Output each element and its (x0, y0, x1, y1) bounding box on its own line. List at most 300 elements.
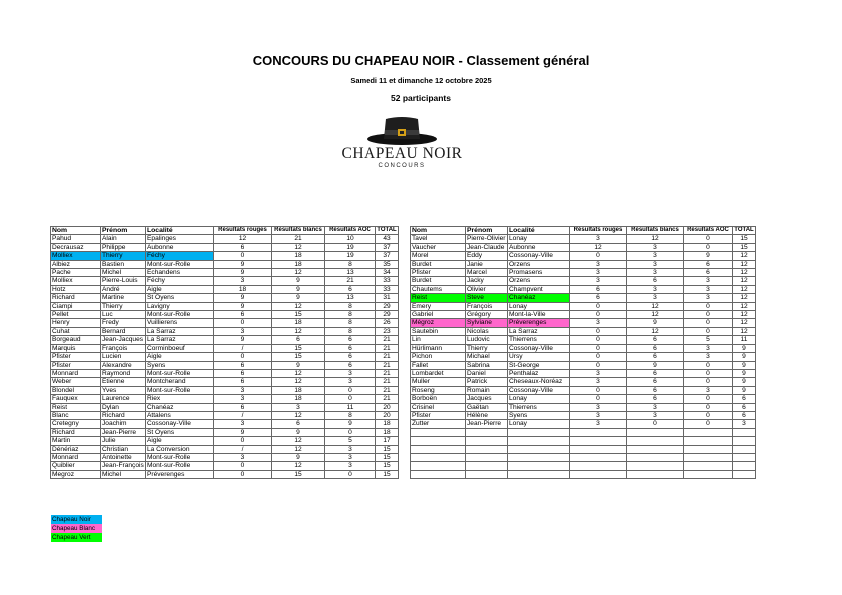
table-row (411, 311, 756, 319)
table-row (51, 277, 399, 285)
cell-aoc: 0 (684, 311, 733, 319)
col-rouges: Résultats rouges (214, 227, 272, 235)
cell-total: 12 (733, 260, 756, 268)
cell-aoc: 6 (325, 353, 376, 361)
table-row (411, 302, 756, 310)
cell-blancs: 3 (627, 403, 684, 411)
cell-rouges: 3 (214, 453, 272, 461)
cell-prenom: Thierry (466, 344, 508, 352)
cell-prenom: Steve (466, 294, 508, 302)
cell-total: 33 (376, 285, 399, 293)
cell-blancs: 12 (272, 369, 325, 377)
empty-cell (684, 428, 733, 436)
col-nom: Nom (51, 227, 101, 235)
empty-cell (733, 437, 756, 445)
cell-rouges: 0 (214, 470, 272, 478)
cell-nom: Burdet (411, 277, 466, 285)
cell-nom: Molliex (51, 277, 101, 285)
cell-aoc: 5 (325, 437, 376, 445)
legend-chapeau-vert: Chapeau Vert (51, 533, 102, 542)
cell-nom: Reist (411, 294, 466, 302)
logo-subtext: CONCOURS (378, 163, 426, 169)
empty-cell (508, 428, 570, 436)
cell-localite: Lonay (508, 302, 570, 310)
empty-cell (627, 470, 684, 478)
empty-cell (508, 470, 570, 478)
empty-cell (733, 428, 756, 436)
cell-blancs: 3 (627, 243, 684, 251)
cell-blancs: 6 (627, 369, 684, 377)
table-row (411, 353, 756, 361)
cell-localite: Cossonay-Ville (508, 386, 570, 394)
cell-aoc: 9 (684, 252, 733, 260)
cell-rouges: 3 (570, 420, 627, 428)
cell-blancs: 3 (627, 294, 684, 302)
cell-blancs: 18 (272, 260, 325, 268)
cell-nom: Muller (411, 378, 466, 386)
empty-cell (684, 453, 733, 461)
cell-rouges: 0 (570, 361, 627, 369)
table-row (51, 319, 399, 327)
cell-localite: Syens (146, 361, 214, 369)
cell-blancs: 6 (272, 336, 325, 344)
cell-aoc: 8 (325, 411, 376, 419)
cell-nom: Zutter (411, 420, 466, 428)
cell-localite: Orzens (508, 260, 570, 268)
table-row (411, 369, 756, 377)
cell-prenom: Jean-François (102, 462, 144, 470)
cell-total: 20 (376, 411, 399, 419)
cell-aoc: 0 (325, 428, 376, 436)
cell-prenom: Nicolas (466, 327, 508, 335)
table-row (411, 336, 756, 344)
cell-prenom: Thierry (101, 252, 146, 260)
cell-total: 23 (376, 327, 399, 335)
cell-aoc: 8 (325, 260, 376, 268)
cell-blancs: 12 (272, 243, 325, 251)
table-row (51, 269, 399, 277)
cell-aoc: 0 (684, 327, 733, 335)
cell-blancs: 12 (272, 269, 325, 277)
cell-aoc: 0 (684, 420, 733, 428)
cell-prenom: Michel (101, 269, 146, 277)
col-total: TOTAL (377, 227, 397, 233)
cell-nom: Hürlimann (411, 344, 466, 352)
cell-aoc: 19 (325, 243, 376, 251)
cell-localite: Montcherand (146, 378, 214, 386)
cell-localite: Riex (146, 395, 214, 403)
cell-blancs: 12 (272, 302, 325, 310)
cell-total: 9 (733, 353, 756, 361)
cell-total: 12 (733, 277, 756, 285)
empty-cell (570, 470, 627, 478)
cell-nom: Roseng (411, 386, 466, 394)
cell-blancs: 18 (272, 395, 325, 403)
cell-prenom: Daniel (466, 369, 508, 377)
table-row (411, 327, 756, 335)
cell-rouges: 0 (570, 302, 627, 310)
cell-nom: Mégroz (411, 319, 466, 327)
cell-localite: La Sarraz (146, 327, 214, 335)
table-row (411, 411, 756, 419)
cell-prenom: Dylan (101, 403, 146, 411)
empty-cell (733, 470, 756, 478)
cell-nom: Quiblier (51, 462, 101, 470)
cell-total: 9 (733, 361, 756, 369)
empty-cell (570, 445, 627, 453)
cell-nom: Pellet (51, 311, 101, 319)
col-blancs: Résultats blancs (272, 227, 325, 235)
cell-localite: Lonay (508, 420, 570, 428)
empty-row (411, 437, 756, 445)
cell-rouges: 9 (214, 428, 272, 436)
cell-blancs: 9 (272, 277, 325, 285)
cell-rouges: 3 (570, 260, 627, 268)
cell-nom: Cuhat (51, 327, 101, 335)
empty-cell (411, 437, 466, 445)
empty-cell (733, 445, 756, 453)
cell-localite: St-George (508, 361, 570, 369)
table-row (411, 269, 756, 277)
empty-cell (684, 437, 733, 445)
cell-rouges: / (214, 445, 272, 453)
cell-nom: Blondel (51, 386, 101, 394)
cell-localite: Orzens (508, 277, 570, 285)
cell-blancs: 12 (627, 327, 684, 335)
cell-rouges: 12 (570, 243, 627, 251)
cell-rouges: 0 (214, 319, 272, 327)
cell-nom: Pfister (51, 361, 101, 369)
cell-nom: Chautems (411, 285, 466, 293)
empty-row (411, 462, 756, 470)
cell-prenom: Philippe (101, 243, 146, 251)
cell-aoc: 19 (325, 252, 376, 260)
cell-rouges: 3 (570, 403, 627, 411)
empty-row (411, 453, 756, 461)
cell-nom: Fallet (411, 361, 466, 369)
cell-localite: Ursy (508, 353, 570, 361)
cell-total: 15 (376, 462, 399, 470)
cell-blancs: 12 (627, 235, 684, 243)
cell-total: 31 (376, 294, 399, 302)
cell-localite: Mont-sur-Rolle (146, 260, 214, 268)
table-row (51, 395, 399, 403)
cell-aoc: 13 (325, 269, 376, 277)
cell-total: 34 (376, 269, 399, 277)
cell-localite: Corminboeuf (146, 344, 214, 352)
cell-nom: Borboën (411, 395, 466, 403)
cell-localite: Aigle (146, 353, 214, 361)
empty-row (411, 470, 756, 478)
cell-rouges: 18 (214, 285, 272, 293)
cell-blancs: 15 (272, 344, 325, 352)
cell-rouges: 9 (214, 260, 272, 268)
cell-rouges: / (214, 411, 272, 419)
cell-blancs: 18 (272, 319, 325, 327)
empty-cell (570, 453, 627, 461)
cell-aoc: 0 (325, 395, 376, 403)
cell-total: 15 (376, 453, 399, 461)
cell-prenom: Bastien (101, 260, 146, 268)
cell-total: 26 (376, 319, 399, 327)
cell-localite: Lavigny (146, 302, 214, 310)
cell-prenom: Jacky (466, 277, 508, 285)
cell-localite: Aigle (146, 285, 214, 293)
cell-aoc: 0 (684, 302, 733, 310)
empty-cell (733, 462, 756, 470)
cell-blancs: 6 (627, 353, 684, 361)
cell-blancs: 15 (272, 470, 325, 478)
cell-rouges: 0 (214, 437, 272, 445)
cell-nom: Gabriel (411, 311, 466, 319)
cell-rouges: 0 (214, 252, 272, 260)
table-row (51, 344, 399, 352)
cell-total: 17 (376, 437, 399, 445)
cell-total: 21 (376, 395, 399, 403)
ranking-table-left (50, 226, 399, 479)
cell-prenom: Janie (466, 260, 508, 268)
cell-blancs: 15 (272, 353, 325, 361)
cell-localite: La Sarraz (146, 336, 214, 344)
cell-prenom: Michel (101, 470, 146, 478)
cell-nom: Dénériaz (51, 445, 101, 453)
legend-chapeau-blanc: Chapeau Blanc (51, 524, 102, 533)
table-row (411, 285, 756, 293)
cell-nom: Crisinel (411, 403, 466, 411)
cell-prenom: Joachim (101, 420, 146, 428)
empty-cell (411, 462, 466, 470)
cell-prenom: Yves (101, 386, 146, 394)
cell-rouges: 0 (570, 395, 627, 403)
legend-chapeau-noir: Chapeau Noir (51, 515, 102, 524)
col-prenom: Prénom (101, 227, 146, 235)
cell-rouges: 3 (214, 327, 272, 335)
cell-blancs: 9 (272, 361, 325, 369)
chapeau-noir-logo (338, 115, 466, 171)
table-row (51, 403, 399, 411)
cell-aoc: 0 (325, 470, 376, 478)
table-row (51, 235, 399, 243)
cell-localite: St Oyens (146, 428, 214, 436)
cell-total: 9 (733, 378, 756, 386)
cell-localite: Thierrens (508, 403, 570, 411)
cell-nom: Martin (51, 437, 101, 445)
empty-cell (411, 470, 466, 478)
cell-blancs: 12 (272, 411, 325, 419)
cell-nom: Ciampi (51, 302, 101, 310)
cell-aoc: 3 (684, 386, 733, 394)
cell-prenom: Patrick (466, 378, 508, 386)
cell-rouges: 3 (570, 277, 627, 285)
table-row (51, 378, 399, 386)
table-row (51, 428, 399, 436)
cell-prenom: Grégory (466, 311, 508, 319)
empty-cell (508, 462, 570, 470)
cell-total: 9 (733, 369, 756, 377)
table-row (51, 311, 399, 319)
col-total: TOTAL (734, 227, 754, 233)
cell-rouges: 3 (570, 319, 627, 327)
cell-rouges: 3 (570, 378, 627, 386)
table-row (51, 420, 399, 428)
cell-nom: Pfister (411, 411, 466, 419)
table-row (411, 294, 756, 302)
cell-total: 37 (376, 243, 399, 251)
cell-total: 29 (376, 302, 399, 310)
cell-rouges: 0 (570, 336, 627, 344)
cell-blancs: 9 (627, 319, 684, 327)
cell-nom: Borgeaud (51, 336, 101, 344)
cell-localite: Préverenges (508, 319, 570, 327)
cell-total: 6 (733, 403, 756, 411)
table-row (51, 260, 399, 268)
cell-rouges: 6 (214, 243, 272, 251)
cell-prenom: Pierre-Olivier (466, 235, 508, 243)
cell-rouges: 9 (214, 336, 272, 344)
empty-cell (733, 453, 756, 461)
cell-rouges: 6 (214, 361, 272, 369)
cell-nom: Blanc (51, 411, 101, 419)
cell-blancs: 9 (272, 294, 325, 302)
cell-prenom: Laurence (101, 395, 146, 403)
cell-aoc: 9 (325, 420, 376, 428)
empty-cell (684, 445, 733, 453)
cell-rouges: 3 (570, 235, 627, 243)
cell-nom: Emery (411, 302, 466, 310)
cell-total: 18 (376, 428, 399, 436)
cell-aoc: 8 (325, 302, 376, 310)
table-row (411, 277, 756, 285)
cell-nom: Pache (51, 269, 101, 277)
empty-cell (508, 437, 570, 445)
cell-blancs: 3 (627, 269, 684, 277)
cell-localite: Mont-sur-Rolle (146, 369, 214, 377)
table-row (411, 252, 756, 260)
cell-localite: Cossonay-Ville (508, 344, 570, 352)
cell-total: 9 (733, 386, 756, 394)
table-row (51, 445, 399, 453)
cell-total: 21 (376, 344, 399, 352)
table-row (51, 243, 399, 251)
cell-aoc: 0 (325, 386, 376, 394)
cell-nom: Decrausaz (51, 243, 101, 251)
table-row (51, 437, 399, 445)
cell-aoc: 13 (325, 294, 376, 302)
table-row (51, 462, 399, 470)
cell-localite: Syens (508, 411, 570, 419)
cell-rouges: 6 (570, 285, 627, 293)
cell-prenom: Sabrina (466, 361, 508, 369)
cell-prenom: Martine (101, 294, 146, 302)
empty-cell (508, 453, 570, 461)
cell-total: 21 (376, 336, 399, 344)
cell-localite: Féchy (146, 277, 214, 285)
cell-blancs: 0 (627, 420, 684, 428)
cell-total: 18 (376, 420, 399, 428)
cell-aoc: 0 (684, 235, 733, 243)
empty-cell (411, 445, 466, 453)
cell-localite: Mont-sur-Rolle (146, 453, 214, 461)
empty-cell (508, 445, 570, 453)
ranking-table-right (410, 226, 756, 479)
cell-blancs: 9 (272, 428, 325, 436)
hat-icon (338, 115, 466, 147)
cell-localite: Lonay (508, 395, 570, 403)
empty-cell (466, 462, 508, 470)
cell-prenom: Ludovic (466, 336, 508, 344)
cell-rouges: 3 (214, 395, 272, 403)
cell-nom: Pfister (411, 269, 466, 277)
cell-total: 12 (733, 319, 756, 327)
cell-aoc: 6 (684, 260, 733, 268)
cell-nom: Pahud (51, 235, 101, 243)
cell-localite: Préverenges (146, 470, 214, 478)
cell-rouges: 12 (214, 235, 272, 243)
cell-prenom: Luc (101, 311, 146, 319)
table-row (411, 260, 756, 268)
cell-prenom: Marcel (466, 269, 508, 277)
cell-total: 15 (376, 470, 399, 478)
cell-nom: Pichon (411, 353, 466, 361)
table-row (51, 294, 399, 302)
table-row (51, 353, 399, 361)
event-date: Samedi 11 et dimanche 12 octobre 2025 (350, 76, 492, 85)
table-row (51, 470, 399, 478)
table-row (411, 344, 756, 352)
cell-nom: Fauquex (51, 395, 101, 403)
cell-aoc: 3 (325, 445, 376, 453)
table-header (51, 227, 399, 235)
cell-blancs: 3 (627, 411, 684, 419)
cell-blancs: 12 (272, 327, 325, 335)
cell-total: 33 (376, 277, 399, 285)
cell-total: 21 (376, 369, 399, 377)
table-row (51, 411, 399, 419)
cell-prenom: Etienne (101, 378, 146, 386)
cell-aoc: 3 (684, 353, 733, 361)
cell-localite: Mont-sur-Rolle (146, 462, 214, 470)
cell-aoc: 3 (684, 285, 733, 293)
cell-aoc: 0 (684, 403, 733, 411)
cell-total: 6 (733, 395, 756, 403)
cell-nom: Burdet (411, 260, 466, 268)
empty-cell (411, 428, 466, 436)
table-row (411, 235, 756, 243)
page-title: CONCOURS DU CHAPEAU NOIR - Classement général (252, 53, 590, 68)
cell-aoc: 3 (325, 378, 376, 386)
cell-localite: Aubonne (508, 243, 570, 251)
cell-localite: Attalens (146, 411, 214, 419)
cell-rouges: 9 (214, 302, 272, 310)
col-localite: Localité (508, 227, 570, 235)
empty-cell (466, 453, 508, 461)
cell-prenom: Romain (466, 386, 508, 394)
cell-nom: Richard (51, 294, 101, 302)
empty-cell (466, 437, 508, 445)
cell-rouges: 6 (214, 311, 272, 319)
table-row (411, 403, 756, 411)
empty-cell (684, 470, 733, 478)
cell-rouges: 9 (214, 294, 272, 302)
cell-blancs: 21 (272, 235, 325, 243)
empty-cell (627, 428, 684, 436)
empty-row (411, 445, 756, 453)
cell-prenom: Pierre-Louis (101, 277, 146, 285)
cell-prenom: Lucien (101, 353, 146, 361)
cell-aoc: 6 (684, 269, 733, 277)
cell-total: 12 (733, 285, 756, 293)
col-prenom: Prénom (466, 227, 508, 235)
